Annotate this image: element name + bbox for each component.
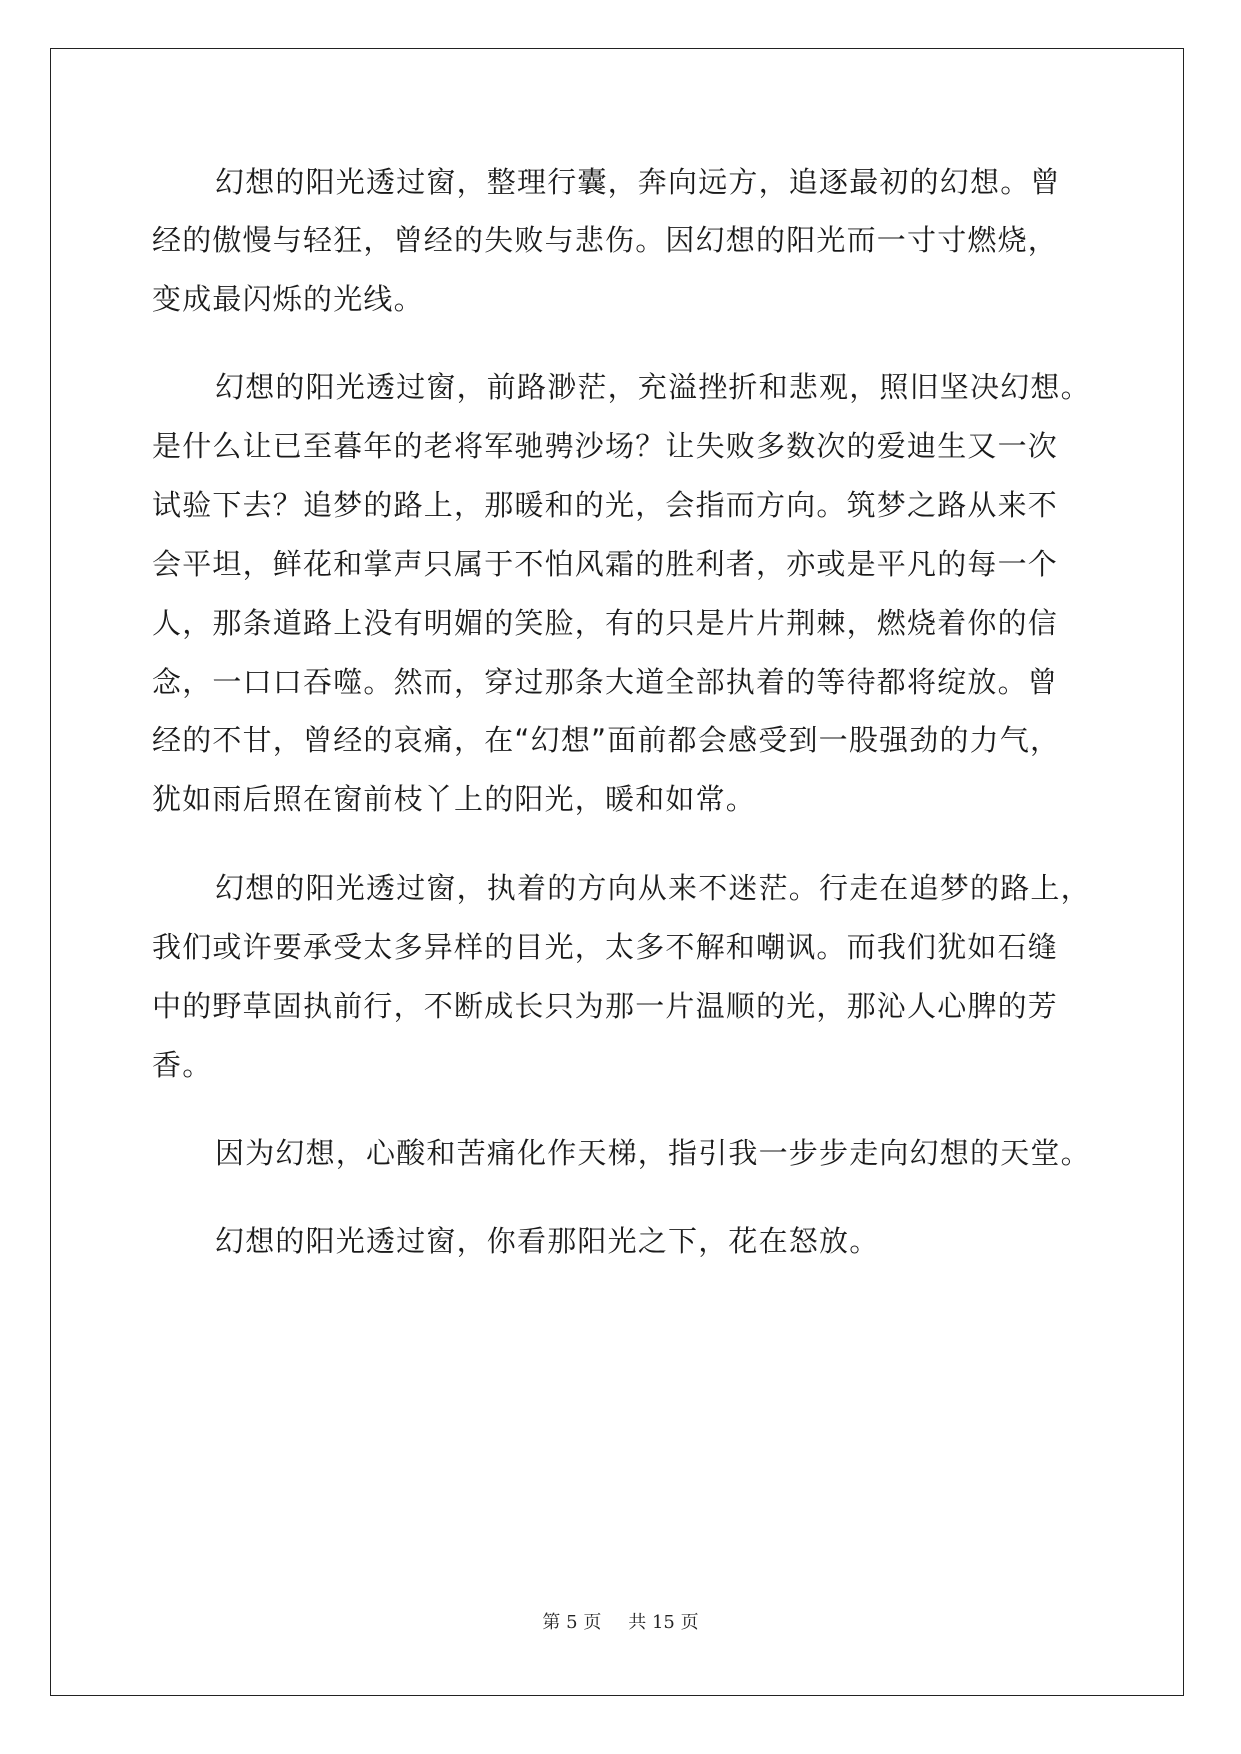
paragraph-5-line-1: 幻想的阳光透过窗，你看那阳光之下，花在怒放。 [215, 1224, 880, 1258]
paragraph-1-line-2: 经的傲慢与轻狂，曾经的失败与悲伤。因幻想的阳光而一寸寸燃烧， [152, 223, 1059, 257]
paragraph-2-line-7: 经的不甘，曾经的哀痛，在“幻想”面前都会感受到一股强劲的力气， [152, 723, 1061, 757]
paragraph-3-line-3: 中的野草固执前行，不断成长只为那一片温顺的光，那沁人心脾的芳 [152, 989, 1059, 1023]
paragraph-3-line-4: 香。 [152, 1048, 213, 1082]
paragraph-3-line-2: 我们或许要承受太多异样的目光，太多不解和嘲讽。而我们犹如石缝 [152, 930, 1059, 964]
paragraph-2-line-5: 人，那条道路上没有明媚的笑脸，有的只是片片荆棘，燃烧着你的信 [152, 606, 1059, 640]
paragraph-1-line-3: 变成最闪烁的光线。 [152, 282, 424, 316]
page-total: 共 15 页 [628, 1612, 699, 1633]
page-footer [0, 1608, 1241, 1634]
paragraph-2-line-6: 念，一口口吞噬。然而，穿过那条大道全部执着的等待都将绽放。曾 [152, 665, 1059, 699]
page-number: 第 5 页 [542, 1612, 602, 1633]
paragraph-2-line-4: 会平坦，鲜花和掌声只属于不怕风霜的胜利者，亦或是平凡的每一个 [152, 547, 1059, 581]
paragraph-2-line-3: 试验下去？追梦的路上，那暖和的光，会指而方向。筑梦之路从来不 [152, 488, 1059, 522]
paragraph-4-line-1: 因为幻想，心酸和苦痛化作天梯，指引我一步步走向幻想的天堂。 [215, 1136, 1091, 1170]
paragraph-1-line-1: 幻想的阳光透过窗，整理行囊，奔向远方，追逐最初的幻想。曾 [215, 165, 1061, 199]
paragraph-3-line-1: 幻想的阳光透过窗，执着的方向从来不迷茫。行走在追梦的路上， [215, 871, 1091, 905]
paragraph-2-line-8: 犹如雨后照在窗前枝丫上的阳光，暖和如常。 [152, 782, 757, 816]
paragraph-2-line-1: 幻想的阳光透过窗，前路渺茫，充溢挫折和悲观，照旧坚决幻想。 [215, 370, 1091, 404]
paragraph-2-line-2: 是什么让已至暮年的老将军驰骋沙场？让失败多数次的爱迪生又一次 [152, 429, 1059, 463]
